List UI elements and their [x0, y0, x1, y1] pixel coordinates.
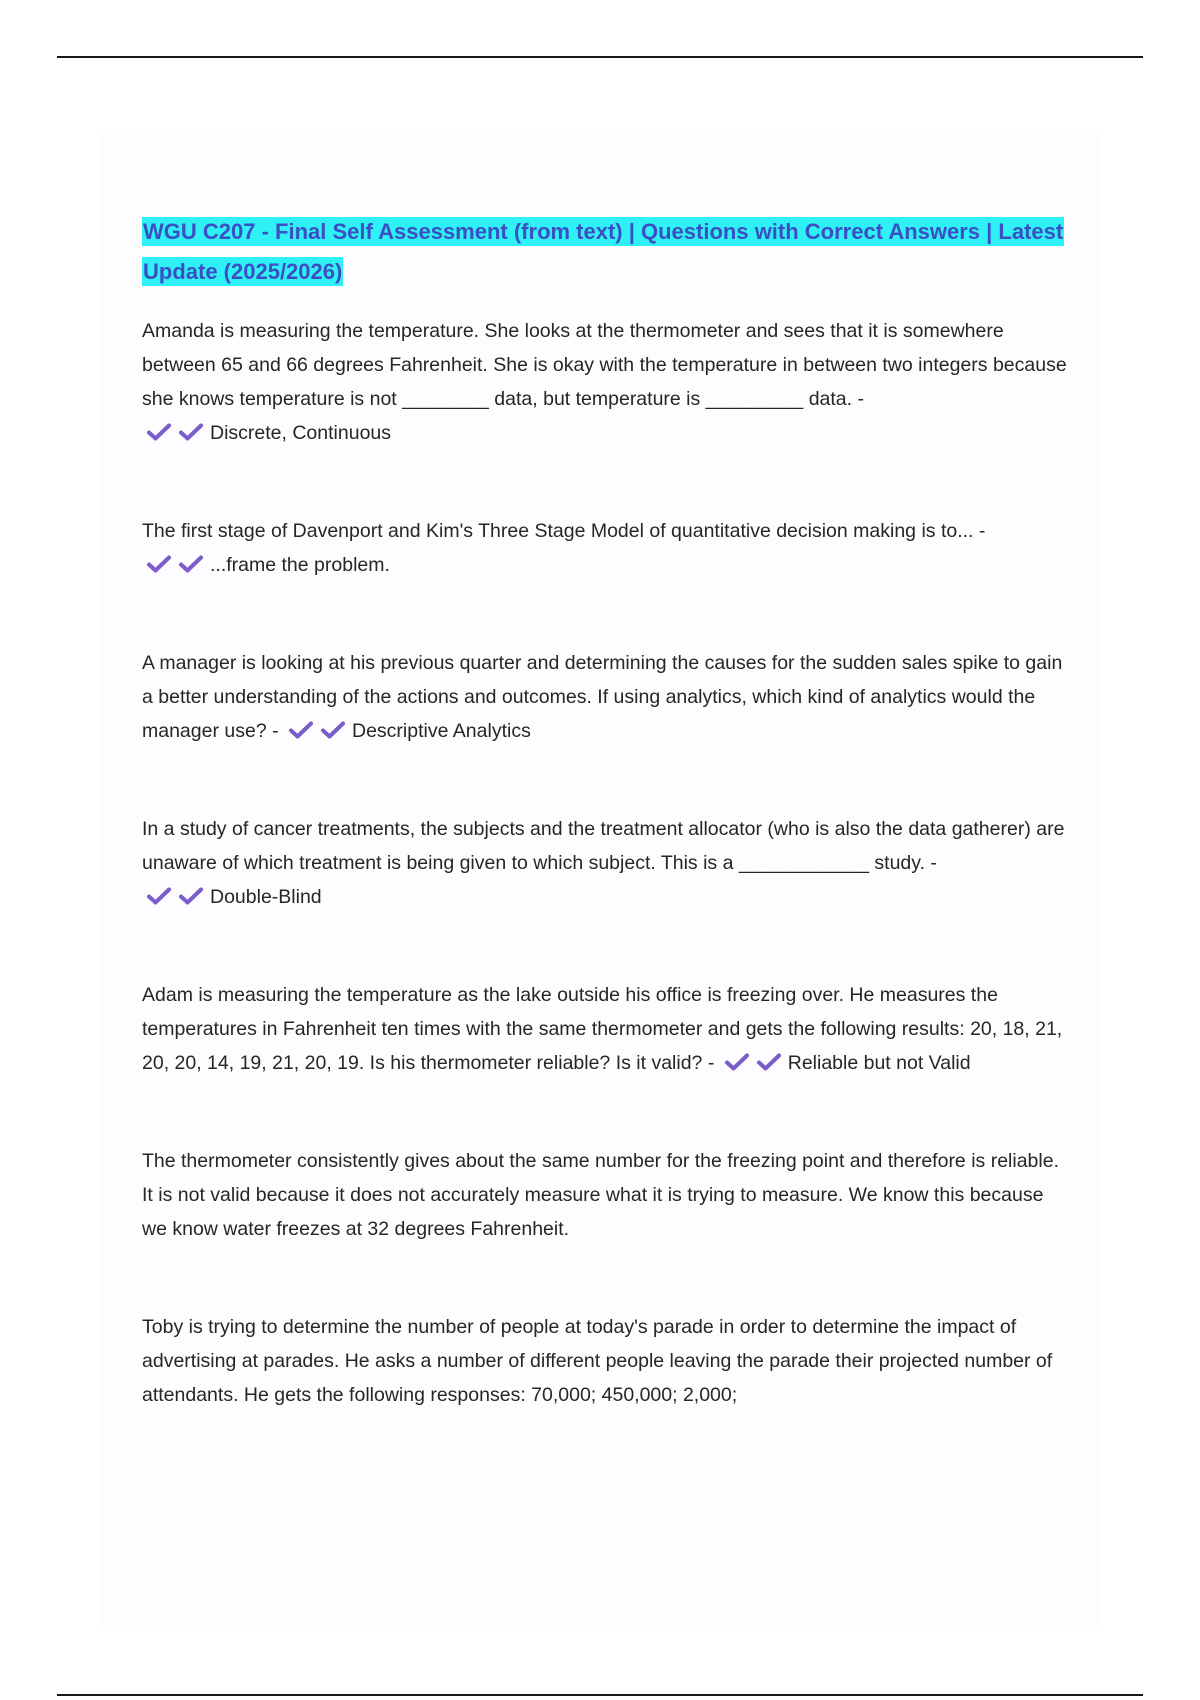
- answer-text: Descriptive Analytics: [352, 720, 531, 742]
- checkmark-icon: [288, 720, 314, 740]
- question-text: The first stage of Davenport and Kim's Three Stage Model of quantitative decision making is to... -: [142, 520, 986, 542]
- checkmarks: [288, 714, 531, 748]
- question-text: Adam is measuring the temperature as the lake outside his office is freezing over. He measures the temperatures in Fahrenheit ten times with the same thermometer and gets the following results: 20, 18, 21, 20, 20, 14, 19, 21, 20, 19. Is his thermometer reliable? Is it valid? -: [142, 984, 1063, 1074]
- answer-text: Reliable but not Valid: [787, 1052, 971, 1074]
- checkmark-icon: [146, 886, 172, 906]
- header-rule: [57, 56, 1143, 58]
- checkmarks: [724, 1046, 971, 1080]
- qa-item-5: [142, 978, 1072, 1080]
- answer-text: ...frame the problem.: [210, 554, 390, 576]
- checkmark-icon: [178, 422, 204, 442]
- document-title: [142, 212, 1072, 292]
- document-content: [142, 212, 1072, 1412]
- qa-item-3: [142, 646, 1072, 748]
- checkmark-icon: [756, 1052, 782, 1072]
- qa-item-2: [142, 514, 1072, 582]
- explanation-paragraph: The thermometer consistently gives about the same number for the freezing point and therefore is reliable. It is not valid because it does not accurately measure what it is trying to measure. We know this because we know water freezes at 32 degrees Fahrenheit.: [142, 1150, 1059, 1240]
- document-title-text: WGU C207 - Final Self Assessment (from text) | Questions with Correct Answers | Latest Update (2025/2026): [143, 219, 1064, 284]
- qa-item-1: [142, 314, 1072, 450]
- checkmark-icon: [724, 1052, 750, 1072]
- checkmark-icon: [178, 886, 204, 906]
- checkmark-icon: [146, 554, 172, 574]
- checkmarks: [146, 416, 391, 450]
- checkmarks: [146, 880, 322, 914]
- question-text: A manager is looking at his previous quarter and determining the causes for the sudden sales spike to gain a better understanding of the actions and outcomes. If using analytics, which kind of analytics would the manager use? -: [142, 652, 1063, 742]
- question-text: Amanda is measuring the temperature. She looks at the thermometer and sees that it is somewhere between 65 and 66 degrees Fahrenheit. She is okay with the temperature in between two integers because she knows temperature is not ________ data, but temperature is _________ data. -: [142, 320, 1067, 410]
- checkmark-icon: [178, 554, 204, 574]
- question-text: In a study of cancer treatments, the subjects and the treatment allocator (who is also the data gatherer) are unaware of which treatment is being given to which subject. This is a ____________ study. -: [142, 818, 1065, 874]
- footer-rule: [57, 1694, 1143, 1696]
- qa-item-7-question: Toby is trying to determine the number of people at today's parade in order to determine the impact of advertising at parades. He asks a number of different people leaving the parade their projected number of attendants. He gets the following responses: 70,000; 450,000; 2,000;: [142, 1316, 1053, 1406]
- checkmarks: [146, 548, 390, 582]
- answer-text: Double-Blind: [210, 886, 322, 908]
- answer-text: Discrete, Continuous: [210, 422, 392, 444]
- qa-item-4: [142, 812, 1072, 914]
- checkmark-icon: [146, 422, 172, 442]
- checkmark-icon: [320, 720, 346, 740]
